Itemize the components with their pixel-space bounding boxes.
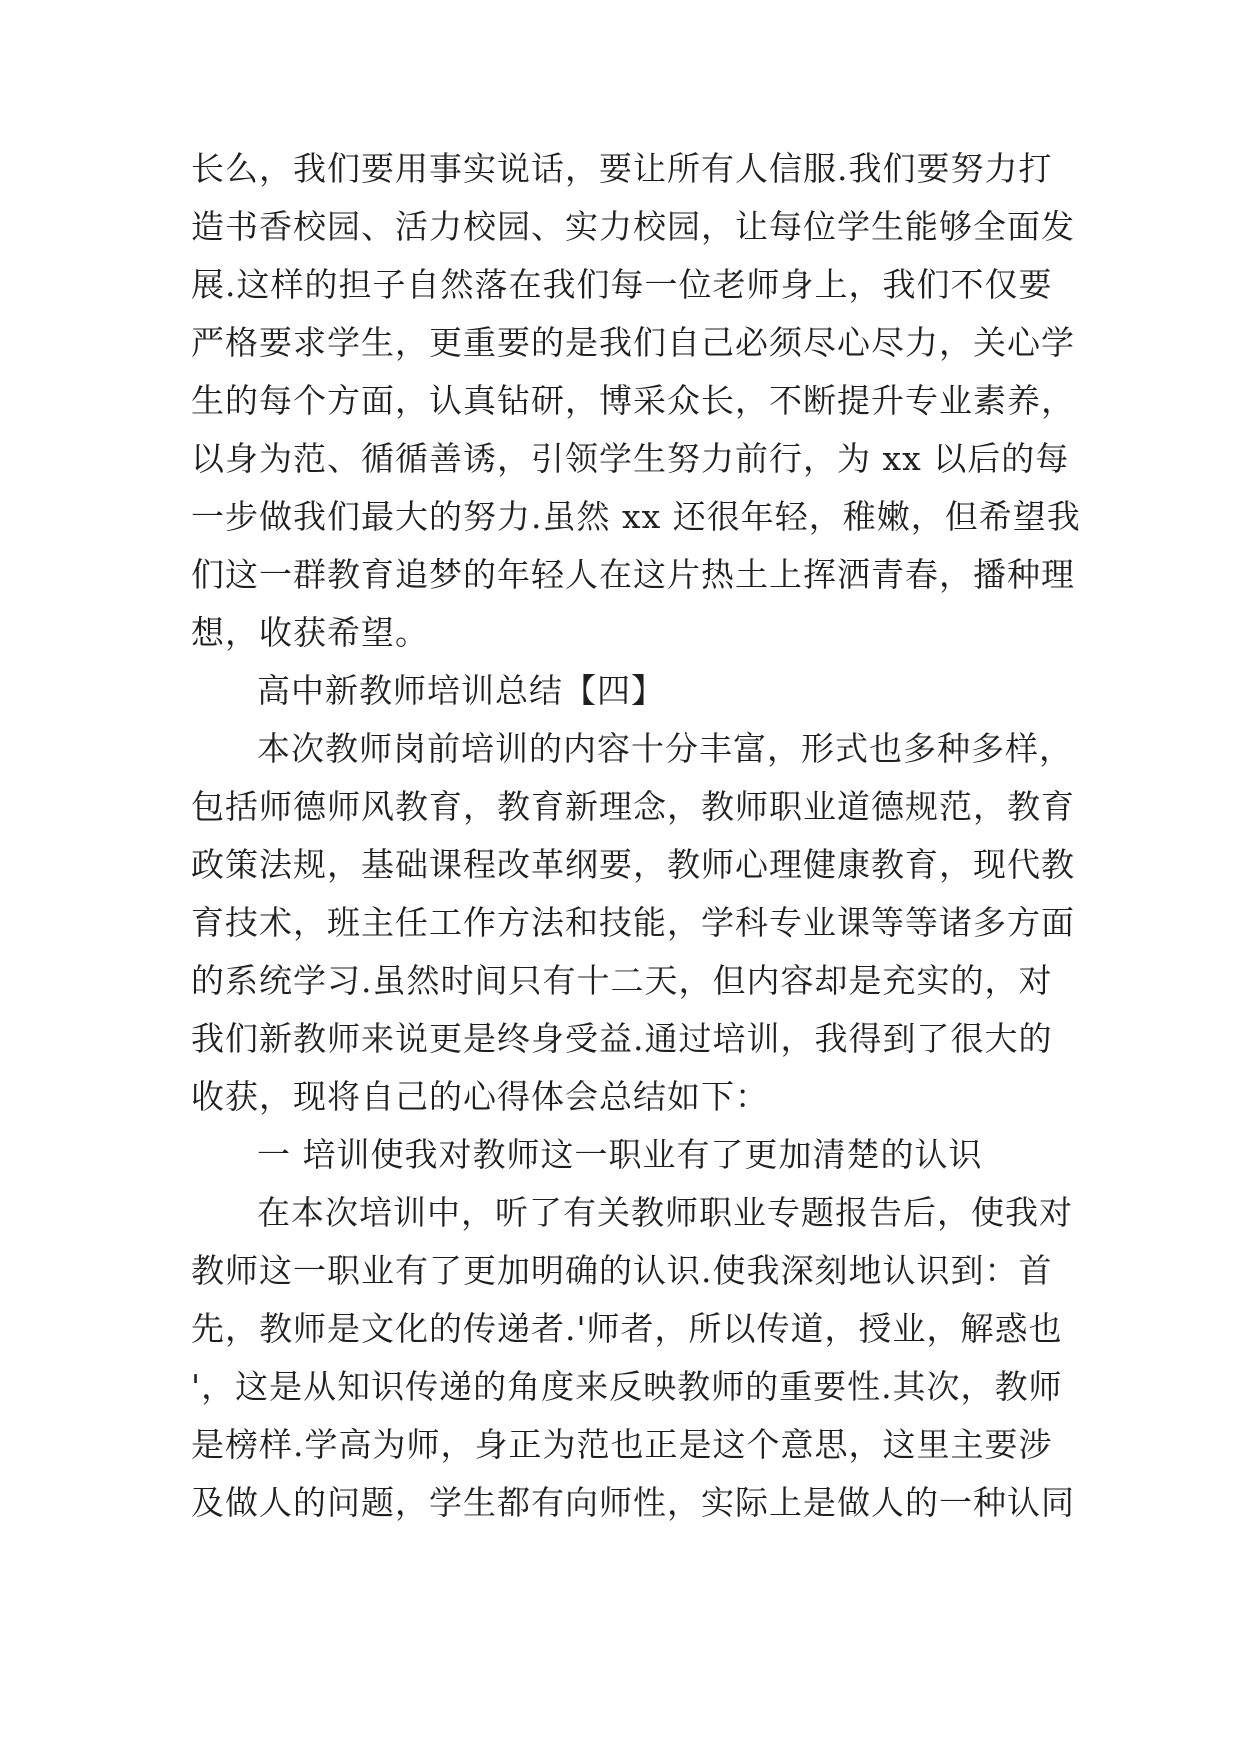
section-heading: 高中新教师培训总结【四】 xyxy=(257,671,665,710)
paragraph-line: 收获，现将自己的心得体会总结如下： xyxy=(191,1077,769,1116)
paragraph-line: 想，收获希望。 xyxy=(191,613,429,652)
subsection-heading: 一 培训使我对教师这一职业有了更加清楚的认识 xyxy=(257,1135,983,1174)
paragraph-line: 政策法规，基础课程改革纲要，教师心理健康教育，现代教 xyxy=(191,845,1075,884)
paragraph-line: 生的每个方面，认真钻研，博采众长，不断提升专业素养， xyxy=(191,381,1075,420)
paragraph-line: 一步做我们最大的努力.虽然 xx 还很年轻，稚嫩，但希望我 xyxy=(191,497,1081,536)
paragraph-line: 以身为范、循循善诱，引领学生努力前行，为 xx 以后的每 xyxy=(191,439,1070,478)
paragraph-line: 长么，我们要用事实说话，要让所有人信服.我们要努力打 xyxy=(191,149,1053,188)
paragraph-line: 教师这一职业有了更加明确的认识.使我深刻地认识到：首 xyxy=(191,1251,1053,1290)
paragraph-line: 及做人的问题，学生都有向师性，实际上是做人的一种认同 xyxy=(191,1483,1075,1522)
paragraph-line: 本次教师岗前培训的内容十分丰富，形式也多种多样， xyxy=(257,729,1073,768)
paragraph-line: '，这是从知识传递的角度来反映教师的重要性.其次，教师 xyxy=(191,1367,1063,1406)
paragraph-line: 是榜样.学高为师，身正为范也正是这个意思，这里主要涉 xyxy=(191,1425,1053,1464)
paragraph-line: 在本次培训中，听了有关教师职业专题报告后，使我对 xyxy=(257,1193,1073,1232)
paragraph-line: 的系统学习.虽然时间只有十二天，但内容却是充实的，对 xyxy=(191,961,1053,1000)
paragraph-line: 们这一群教育追梦的年轻人在这片热土上挥洒青春，播种理 xyxy=(191,555,1075,594)
paragraph-line: 我们新教师来说更是终身受益.通过培训，我得到了很大的 xyxy=(191,1019,1053,1058)
paragraph-line: 展.这样的担子自然落在我们每一位老师身上，我们不仅要 xyxy=(191,265,1053,304)
paragraph-line: 育技术，班主任工作方法和技能，学科专业课等等诸多方面 xyxy=(191,903,1075,942)
paragraph-line: 先，教师是文化的传递者.'师者，所以传道，授业，解惑也 xyxy=(191,1309,1063,1348)
paragraph-line: 包括师德师风教育，教育新理念，教师职业道德规范，教育 xyxy=(191,787,1075,826)
paragraph-line: 造书香校园、活力校园、实力校园，让每位学生能够全面发 xyxy=(191,207,1075,246)
paragraph-line: 严格要求学生，更重要的是我们自己必须尽心尽力，关心学 xyxy=(191,323,1075,362)
